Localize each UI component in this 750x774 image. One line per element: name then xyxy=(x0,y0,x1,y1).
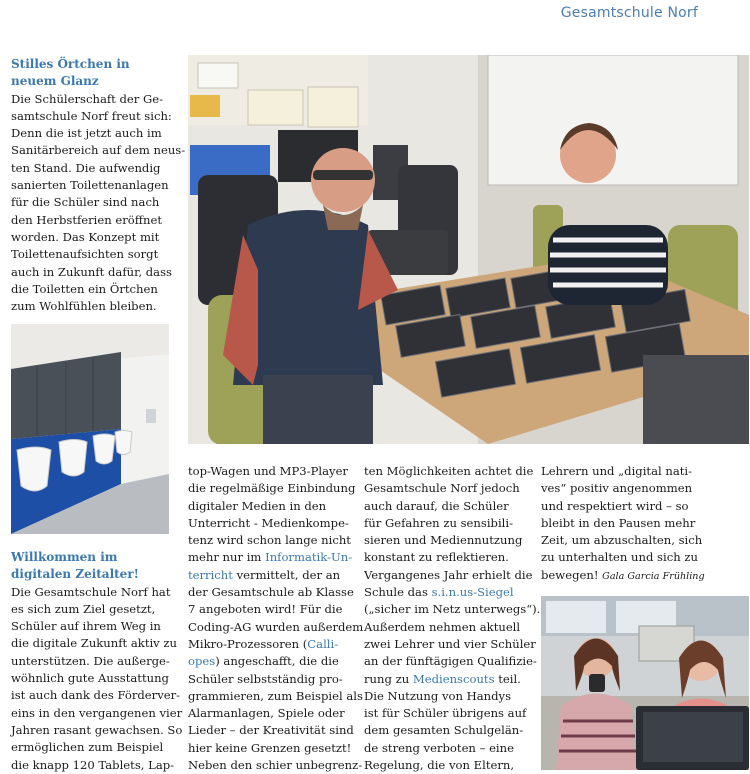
text-line: ist auch dank des Förderver- xyxy=(11,688,181,703)
text-line: 7 angeboten wird! Für die xyxy=(188,602,343,617)
text-line: wöhnlich gute Ausstattung xyxy=(11,671,169,686)
text-line: es sich zum Ziel gesetzt, xyxy=(11,601,156,616)
text-line: Vergangenes Jahr erhielt die xyxy=(364,567,533,582)
text-line xyxy=(541,567,746,585)
text-line: Lehrern und „digital nati- xyxy=(541,464,693,478)
text-line: Die Schülerschaft der Ge- xyxy=(11,91,164,106)
text-line: dem gesamten Schulgelän- xyxy=(364,723,524,738)
link-sinus-siegel[interactable]: s.i.n.us-Siegel xyxy=(431,585,514,600)
students-illustration xyxy=(541,596,749,770)
text-line: die Toiletten ein Örtchen xyxy=(11,281,158,296)
text-fragment: ) angeschafft, die die xyxy=(215,654,339,669)
text-line: grammieren, zum Beispiel als xyxy=(188,688,363,703)
text-line: ten Möglichkeiten achtet die xyxy=(364,464,534,478)
classroom-illustration xyxy=(188,55,749,444)
text-line: auch darauf, die Schüler xyxy=(364,498,509,513)
text-line: Sanitärbereich auf dem neus- xyxy=(11,143,186,158)
text-line: die knapp 120 Tablets, Lap- xyxy=(11,757,175,772)
urinals-illustration xyxy=(11,324,169,534)
text-line: Gesamtschule Norf jedoch xyxy=(364,481,520,496)
text-line xyxy=(364,584,536,601)
text-fragment: mehr nur im xyxy=(188,550,266,565)
magazine-header-title: Gesamtschule Norf xyxy=(560,5,698,21)
article-digital-age-col3 xyxy=(364,463,541,774)
text-line: Außerdem nehmen aktuell xyxy=(364,619,521,634)
text-line xyxy=(364,671,536,688)
text-line: Schüler selbstständig pro- xyxy=(188,671,343,686)
text-line: („sicher im Netz unterwegs“). xyxy=(364,602,541,617)
article-digital-age-col2 xyxy=(188,463,364,774)
text-fragment: Schule das xyxy=(364,585,432,600)
text-line: den Herbstferien eröffnet xyxy=(11,212,163,227)
article-digital-age-col4 xyxy=(541,463,746,585)
text-line: Jahren rasant gewachsen. So xyxy=(11,722,183,737)
text-line: Regelung, die von Eltern, xyxy=(364,758,515,773)
text-line: ten Stand. Die aufwendig xyxy=(11,160,161,175)
link-informatik-unterricht-cont[interactable]: terricht xyxy=(188,567,233,582)
article-heading-line: Stilles Örtchen in xyxy=(11,57,130,71)
text-line: der Gesamtschule ab Klasse xyxy=(188,585,354,600)
text-fragment: teil. xyxy=(494,671,521,686)
text-line: sanierten Toilettenanlagen xyxy=(11,178,169,193)
text-line: Neben den schier unbegrenz- xyxy=(188,758,363,773)
toilet-photo xyxy=(11,324,169,534)
text-line xyxy=(188,653,358,670)
text-line: bleibt in den Pausen mehr xyxy=(541,515,696,530)
text-line: Alarmanlagen, Spiele oder xyxy=(188,706,345,721)
text-line: hier keine Grenzen gesetzt! xyxy=(188,740,352,755)
text-line: Die Gesamtschule Norf hat xyxy=(11,584,171,599)
link-informatik-unterricht[interactable]: Informatik-Un- xyxy=(265,550,353,565)
text-line xyxy=(188,549,358,566)
article-toilet-renovation xyxy=(11,56,186,315)
text-line: für die Schüler sind nach xyxy=(11,195,160,210)
link-calliopes[interactable]: Calli- xyxy=(307,636,339,651)
text-line xyxy=(188,636,358,653)
text-line: digitaler Medien in den xyxy=(188,498,327,513)
text-line: ermöglichen zum Beispiel xyxy=(11,740,164,755)
students-photo xyxy=(541,596,749,770)
text-line: Schüler auf ihrem Weg in xyxy=(11,619,161,634)
article-heading-line: digitalen Zeitalter! xyxy=(11,567,139,582)
text-line: Lieder – der Kreativität sind xyxy=(188,723,354,738)
text-line: Unterricht - Medienkompe- xyxy=(188,515,349,530)
text-line: Zeit, um abzuschalten, sich xyxy=(541,533,703,548)
text-fragment: Mikro-Prozessoren ( xyxy=(188,636,308,651)
text-line: ist für Schüler übrigens auf xyxy=(364,706,527,721)
link-calliopes-cont[interactable]: opes xyxy=(188,654,216,669)
text-line: für Gefahren zu sensibili- xyxy=(364,515,513,530)
author-signature: Gala Garcia Frühling xyxy=(602,570,705,582)
link-medienscouts[interactable]: Medienscouts xyxy=(412,671,495,686)
tablets-teachers-photo xyxy=(188,55,749,444)
text-line: die regelmäßige Einbindung xyxy=(188,481,356,496)
text-line: eins in den vergangenen vier xyxy=(11,705,183,720)
text-line: de streng verboten – eine xyxy=(364,740,514,755)
text-line: tenz wird schon lange nicht xyxy=(188,533,351,548)
text-line: zu unterhalten und sich zu xyxy=(541,550,698,565)
text-fragment: bewegen! xyxy=(541,567,603,582)
text-line: Coding-AG wurden außerdem xyxy=(188,619,364,634)
text-line: samtschule Norf freut sich: xyxy=(11,108,172,123)
text-line xyxy=(188,567,358,584)
text-line: unterstützen. Die außerge- xyxy=(11,653,170,668)
text-line: Die Nutzung von Handys xyxy=(364,688,512,703)
text-line: top-Wagen und MP3-Player xyxy=(188,464,348,478)
text-line: zwei Lehrer und vier Schüler xyxy=(364,636,536,651)
text-line: Denn die ist jetzt auch im xyxy=(11,126,162,141)
text-line: ves“ positiv angenommen xyxy=(541,481,693,496)
text-line: worden. Das Konzept mit xyxy=(11,229,160,244)
text-line: auch in Zukunft dafür, dass xyxy=(11,264,172,279)
text-line: die digitale Zukunft aktiv zu xyxy=(11,636,177,651)
text-line: Toilettenaufsichten sorgt xyxy=(11,247,159,262)
article-digital-age-col1 xyxy=(11,549,181,774)
text-line: an der fünftägigen Qualifizie- xyxy=(364,654,537,669)
text-line: konstant zu reflektieren. xyxy=(364,550,509,565)
text-line: zum Wohlfühlen bleiben. xyxy=(11,299,157,314)
text-fragment: rung zu xyxy=(364,671,413,686)
text-fragment: vermittelt, der an xyxy=(232,567,341,582)
text-line: und respektiert wird – so xyxy=(541,498,689,513)
text-line: sieren und Mediennutzung xyxy=(364,533,523,548)
article-heading-line: neuem Glanz xyxy=(11,74,99,89)
article-heading-line: Willkommen im xyxy=(11,550,118,564)
